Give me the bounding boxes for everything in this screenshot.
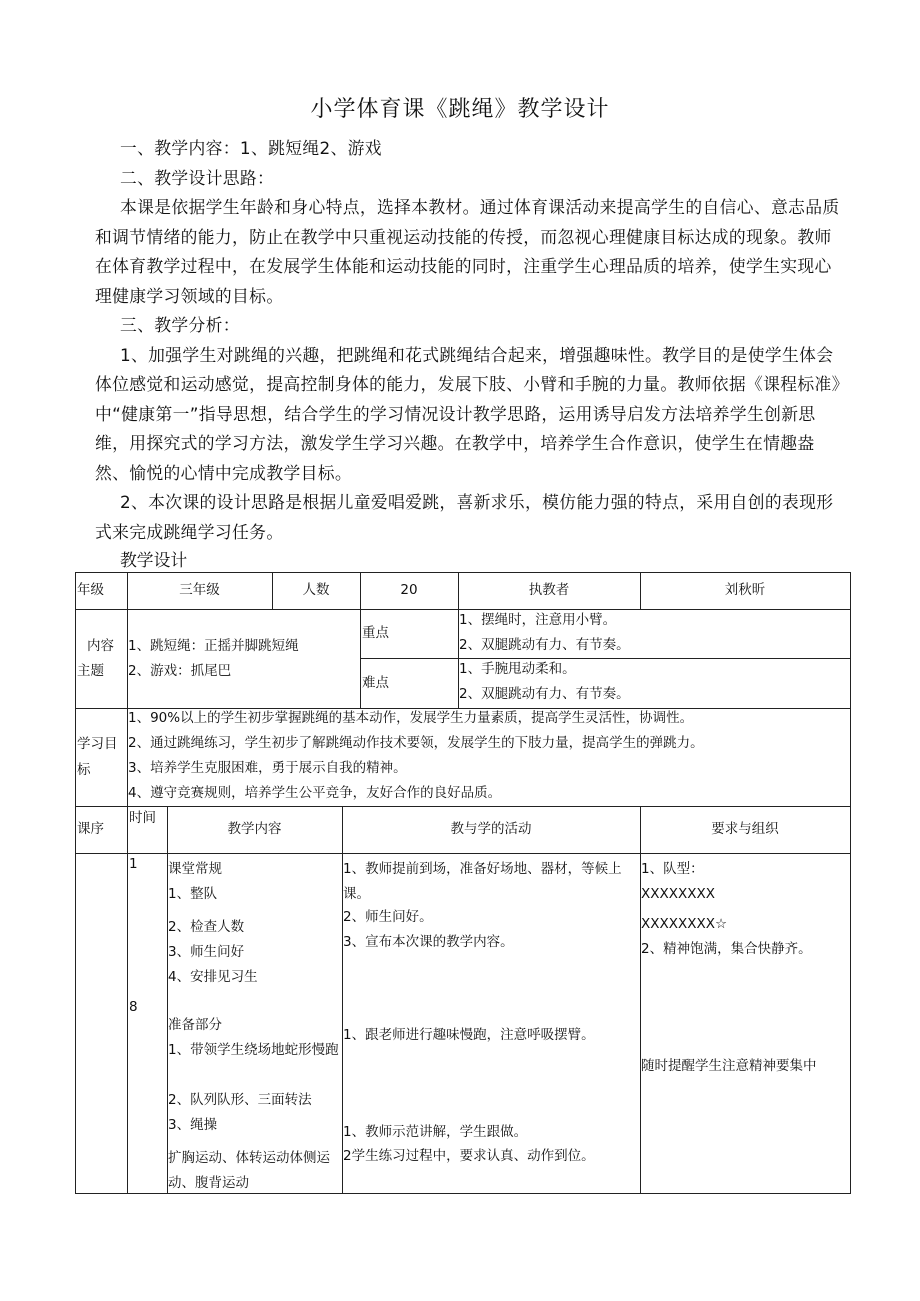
topic-label: 主题 xyxy=(77,663,104,679)
goals-label: 标 xyxy=(77,762,91,778)
header-requirement: 要求与组织 xyxy=(711,821,779,837)
activity-line: 1、教师提前到场，准备好场地、器材，等候上课。 xyxy=(343,861,622,902)
section-2-heading: 二、教学设计思路： xyxy=(120,167,275,188)
content-line: 3、师生问好 xyxy=(168,944,245,960)
table-rule xyxy=(360,658,851,659)
goal-item: 3、培养学生克服困难，勇于展示自我的精神。 xyxy=(128,760,407,776)
topic-item: 1、跳短绳：正摇并脚跳短绳 xyxy=(128,638,299,654)
activity-line: 2、师生问好。 xyxy=(343,909,433,925)
requirement-line: 1、队型： xyxy=(641,861,704,877)
key-point: 2、双腿跳动有力、有节奏。 xyxy=(459,637,630,653)
content-line: 1、带领学生绕场地蛇形慢跑 xyxy=(168,1042,339,1058)
count-value: 20 xyxy=(400,582,418,598)
content-line: 1、整队 xyxy=(168,886,218,902)
content-line: 准备部分 xyxy=(168,1017,222,1033)
activity-line: 2学生练习过程中，要求认真、动作到位。 xyxy=(343,1148,595,1164)
section-3-para-1: 1、加强学生对跳绳的兴趣，把跳绳和花式跳绳结合起来，增强趣味性。教学目的是使学生体会体位感觉和运动感觉，提高控制身体的能力，发展下肢、小臂和手腕的力量。教师依据《课程标准》中“健康第一”指导思想，结合学生的学习情况设计教学思路，运用诱导启发方法培养学生创新思维，用探究式的学习方法，激发学生学习兴趣。在教学中，培养学生合作意识，使学生在情趣盎然、愉悦的心情中完成教学目标。 xyxy=(95,344,841,483)
requirement-line: 随时提醒学生注意精神要集中 xyxy=(641,1058,817,1074)
goals-label: 学习目 xyxy=(77,736,118,752)
count-label: 人数 xyxy=(302,582,330,598)
table-rule xyxy=(75,806,851,807)
teacher-label: 执教者 xyxy=(528,582,570,598)
time-value: 1 xyxy=(129,856,138,872)
activity-line: 1、教师示范讲解，学生跟做。 xyxy=(343,1124,528,1140)
activity-line: 3、宣布本次课的教学内容。 xyxy=(343,934,514,950)
header-time: 时间 xyxy=(129,810,156,826)
section-1-heading: 一、教学内容：1、跳短绳2、游戏 xyxy=(120,138,382,158)
topic-item: 2、游戏：抓尾巴 xyxy=(128,663,232,679)
time-value: 8 xyxy=(129,999,138,1015)
difficult-points-label: 难点 xyxy=(362,675,389,691)
content-line: 扩胸运动、体转运动体侧运动、腹背运动 xyxy=(168,1150,330,1191)
formation-row: XXXXXXXX xyxy=(641,886,715,902)
goal-item: 4、遵守竞赛规则，培养学生公平竞争，友好合作的良好品质。 xyxy=(128,785,502,801)
section-3-heading: 三、教学分析： xyxy=(120,315,240,335)
table-rule xyxy=(75,572,76,1194)
content-line: 2、检查人数 xyxy=(168,919,245,935)
content-line: 课堂常规 xyxy=(168,861,222,877)
formation-row: XXXXXXXX☆ xyxy=(641,916,728,932)
teacher-value: 刘秋昕 xyxy=(724,582,766,598)
header-activity: 教与学的活动 xyxy=(450,821,532,837)
table-rule xyxy=(75,853,851,854)
grade-label: 年级 xyxy=(77,582,104,598)
content-line: 4、安排见习生 xyxy=(168,969,258,985)
section-2-body: 本课是依据学生年龄和身心特点，选择本教材。通过体育课活动来提高学生的自信心、意志品质和调节情绪的能力，防止在教学中只重视运动技能的传授，而忽视心理健康目标达成的现象。教师在体育教学过程中，在发展学生体能和运动技能的同时，注重学生心理品质的培养，使学生实现心理健康学习领域的目标。 xyxy=(95,197,840,306)
key-point: 1、摆绳时，注意用小臂。 xyxy=(459,612,617,628)
content-line: 3、绳操 xyxy=(168,1117,218,1133)
table-rule xyxy=(75,572,851,573)
goal-item: 2、通过跳绳练习，学生初步了解跳绳动作技术要领，发展学生的下肢力量，提高学生的弹跳力。 xyxy=(128,735,704,751)
table-caption: 教学设计 xyxy=(120,550,188,570)
requirement-line: 2、精神饱满，集合快静齐。 xyxy=(641,941,812,957)
goal-item: 1、90%以上的学生初步掌握跳绳的基本动作，发展学生力量素质，提高学生灵活性，协调性。 xyxy=(128,710,694,726)
difficult-point: 1、手腕甩动柔和。 xyxy=(459,661,576,677)
section-3-para-2: 2、本次课的设计思路是根据儿童爱唱爱跳，喜新求乐，模仿能力强的特点，采用自创的表现形式来完成跳绳学习任务。 xyxy=(95,492,834,542)
header-order: 课序 xyxy=(77,821,104,837)
topic-label: 内容 xyxy=(87,638,114,654)
difficult-point: 2、双腿跳动有力、有节奏。 xyxy=(459,686,630,702)
header-content: 教学内容 xyxy=(227,821,282,837)
activity-line: 1、跟老师进行趣味慢跑，注意呼吸摆臂。 xyxy=(343,1027,595,1043)
key-points-label: 重点 xyxy=(362,625,389,641)
content-line: 2、队列队形、三面转法 xyxy=(168,1092,312,1108)
grade-value: 三年级 xyxy=(179,582,220,598)
page-title: 小学体育课《跳绳》教学设计 xyxy=(310,97,610,122)
table-rule xyxy=(850,572,851,1194)
